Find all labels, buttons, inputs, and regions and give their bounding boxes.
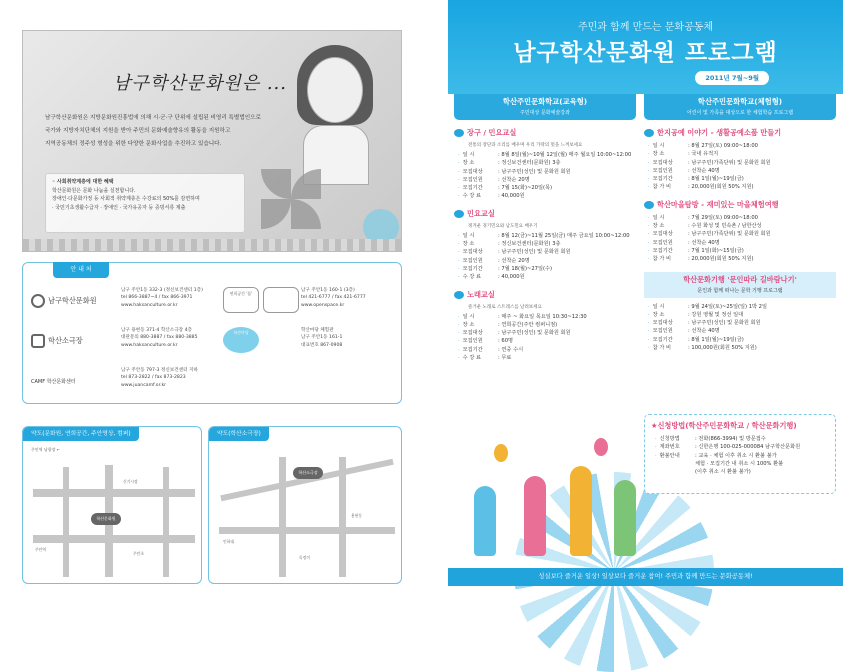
venue-badge: 학산마당 [223, 327, 259, 353]
map-theater [208, 426, 402, 584]
org-link[interactable]: www.juancamf.or.kr [121, 382, 167, 388]
benefit-line: 장애인·다문화가정 등 사회적 취약계층은 수강료의 50%를 감면하며 [52, 196, 200, 202]
org-info: 남구 용현동 371-4 학산소극장 4층 대관문의 880-3887 / fax 880-3885 www.haksanculture.or.kr [121, 327, 221, 349]
girl-photo [285, 39, 385, 179]
decorative-strip [23, 239, 401, 251]
org-link[interactable]: www.haksanculture.or.kr [121, 342, 178, 348]
child-figure [614, 480, 636, 556]
left-panel [0, 0, 424, 600]
organization-directory [22, 262, 402, 404]
program-header [448, 0, 843, 94]
program-title: 민요교실 [454, 209, 636, 219]
map-landmark: 독정이 [299, 555, 311, 560]
header-title: 남구학산문화원 프로그램 [513, 40, 778, 66]
program-title: 장구 / 민요교실 [454, 128, 636, 138]
program-section [454, 128, 636, 201]
bullet-icon [454, 129, 464, 137]
venue-badge-icon [263, 287, 299, 313]
map-pin: 학산소극장 [293, 467, 323, 479]
map-landmark: 용현동 [351, 513, 363, 518]
literary-tour-band: 학산문화기행 '문인따라 길바람나기' 문인과 함께 떠나는 문학 기행 프로그램 [644, 272, 836, 298]
program-section [454, 209, 636, 282]
org-info: 학산마당 체험관 남구 주안1동 161-1 대표번호 867-0908 [301, 328, 343, 348]
hero-title: 남구학산문화원은 ... [113, 73, 287, 94]
haksan-culture-logo: 남구학산문화원 [31, 291, 111, 311]
map-landmark: 주안역 [35, 547, 47, 552]
org-entry [223, 285, 398, 319]
apply-details: · 신청방법 : 전화(866-3994) 및 방문접수 · 계좌번호 : 신한은행 100-025-000084 남구학산문화원 · 환불안내 : 교육 · 체험 이후 취소 시 환불 불가 체험 · 모집기간 내 취소 시 100% 환불 (이후 취소 시 환불 불가) [655, 435, 829, 476]
apply-title: ★신청방법(학산주민문화학교 / 학산문화기행) [651, 421, 797, 430]
program-section [454, 290, 636, 363]
hero-paragraph: 지역공동체의 정주성 형성을 위한 다양한 문화사업을 추진하고 있습니다. [45, 141, 222, 147]
org-link[interactable]: www.haksanculture.or.kr [121, 302, 178, 308]
child-figure [524, 476, 546, 556]
application-box [644, 414, 836, 494]
hero-section [22, 30, 402, 252]
directory-tag: 안 내 처 [53, 262, 109, 278]
org-entry [31, 285, 211, 319]
map-landmark: 인하대 [223, 539, 235, 544]
bullet-icon [644, 129, 654, 137]
haksan-theater-logo: 학산소극장 [31, 331, 111, 351]
education-column [454, 94, 636, 362]
right-panel [424, 0, 849, 600]
bullet-icon [454, 291, 464, 299]
balloon-icon [494, 444, 508, 462]
program-title: 학산마을탐방 - 재미있는 마을체험여행 [644, 200, 836, 210]
benefit-box [45, 173, 245, 233]
map-pin: 학산문화원 [91, 513, 121, 525]
benefit-line: 학산문화원은 문화 나눔을 실천합니다. [52, 187, 136, 194]
org-link[interactable]: www.openspace.kr [301, 302, 345, 308]
program-details: · 일 시 : 8월 8일(월)~10월 12일(월) 매주 월요일 10:00~12:00 · 장 소 : 정신보건센터(문화원) 3층 · 모집대상 : 남구주민(성인) 및 문화원 회원 · 모집인원 : 선착순 20명 · 모집기간 : 7월 15(화)~20일(목) · 수 강 료 : 40,000원 [458, 151, 636, 201]
column-header: 학산주민문화학교(체험형) 어린이 및 가족을 대상으로 한 체험학습 프로그램 [644, 94, 836, 120]
program-details: · 일 시 : 8월 12(금)~11월 25일(금) 매주 금요일 10:00~12:00 · 장 소 : 정신보건센터(문화원) 3층 · 모집대상 : 남구주민(성인) 및 문화원 회원 · 모집인원 : 선착순 20명 · 모집기간 : 7월 18(월)~27일(수) · 수 강 료 : 40,000원 [458, 232, 636, 282]
hero-text [45, 113, 315, 152]
org-info: 남구 주안1동 160-1 (3층) tel 421-6777 / fax 421-6777 www.openspace.kr [301, 287, 397, 309]
header-subtitle: 주민과 함께 만드는 문화공동체 [577, 22, 714, 33]
program-title: 노래교실 [454, 290, 636, 300]
program-section [644, 128, 836, 192]
map-landmark: 신기시장 [123, 479, 138, 484]
child-figure [570, 466, 592, 556]
balloon-icon [594, 438, 608, 456]
program-details: · 일 시 : 8월 27일(토) 09:00~18:00 · 장 소 : 국내 유적지 · 모집대상 : 남구주민(가족단위) 및 문화원 회원 · 모집인원 : 선착순 40명 · 모집기간 : 8월 1일(월)~19일(금) · 참 가 비 : 20,000원(회원 50% 지원) [648, 142, 836, 192]
program-details: · 일 시 : 7월 29일(토) 09:00~18:00 · 장 소 : 수원 화성 및 민속촌 / 남한산성 · 모집대상 : 남구주민(가족단위) 및 문화원 회원 · 모집인원 : 선착순 40명 · 모집기간 : 7월 1일(화)~15일(금) · 참 가 비 : 20,000원(회원 50% 지원) [648, 214, 836, 264]
program-details: · 일 시 : 매주 ~ 화요일 목요일 10:30~12:30 · 장 소 : 연희공간(주안 컴퍼니점) · 모집대상 : 남구주민(성인) 및 문화원 회원 · 모집인원 : 60명 · 모집기간 : 연중 수시 · 수 강 료 : 무료 [458, 313, 636, 363]
camf-logo: CAMF 학산문화센터 [31, 378, 76, 385]
org-info: 남구 주안동 797-3 정신보건센터 지하 tel 873-2822 / fax 873-2823 www.juancamf.or.kr [121, 367, 221, 389]
map-tag: 약도(학산소극장) [209, 427, 269, 441]
program-desc: 정겨운 경기민요와 남도민요 배우기 [468, 223, 538, 229]
map-culture-center [22, 426, 202, 584]
pinwheel-illustration [258, 166, 324, 232]
program-title: 한지공예 이야기 - 생활공예소품 만들기 [644, 128, 836, 138]
org-entry [31, 365, 211, 399]
bullet-icon [644, 201, 654, 209]
column-header: 학산주민문화학교(교육형) 주민대상 문화예술강좌 [454, 94, 636, 120]
org-entry [223, 325, 398, 359]
hero-paragraph: 국가와 지방자치단체의 지원을 받아 주민의 문화예술향유의 활동을 지원하고 [45, 128, 231, 134]
program-section [644, 200, 836, 264]
child-figure [474, 486, 496, 556]
map-landmark: 주안초 [133, 551, 145, 556]
org-info: 남구 주안1동 332-3 (정신보건센터 1층) tel 866-3887~4 / fax 866-3971 www.haksanculture.or.kr [121, 287, 221, 309]
program-desc: 즐거운 노래로 스트레스를 날려보세요 [468, 304, 542, 310]
map-tag: 약도(문화원, 연희공간, 주안영상, 컴퍼) [23, 427, 139, 441]
date-badge: 2011년 7월~9월 [695, 71, 769, 85]
benefit-title: ◦ 사회취약계층에 대한 혜택 [52, 179, 114, 185]
map-note: 주안역 남광장 ← [31, 447, 61, 452]
experience-column [644, 94, 836, 352]
logo-mark-icon [31, 294, 45, 308]
org-entry [31, 325, 211, 359]
footer-banner: 성실보다 즐거운 일상! 일상보다 즐거운 참여! 주민과 함께 만드는 문화공동체! [448, 568, 843, 586]
program-desc: 전통의 장단과 소리를 배우며 우리 가락의 멋을 느껴보세요 [468, 143, 583, 148]
venue-badge: 연희공간 '틈' [223, 287, 259, 313]
bullet-icon [454, 210, 464, 218]
logo-mark-icon [31, 334, 45, 348]
hero-paragraph: 남구학산문화원은 지방문화원진흥법에 의해 시·군·구 단위에 설립된 비영리 특별법인으로 [45, 115, 261, 121]
program-details: · 일 시 : 9월 24일(토)~25일(일) 1박 2일 · 장 소 : 강원 영월 및 정선 일대 · 모집대상 : 남구주민(성인) 및 문화원 회원 · 모집인원 : 선착순 40명 · 모집기간 : 8월 1일(월)~19일(금) · 참 가 비 : 100,000원(회원 50% 지원) [648, 303, 836, 353]
benefit-line: · 국민기초생활수급자 · 장애인 · 국가유공자 등 증빙서류 제출 [52, 204, 186, 211]
